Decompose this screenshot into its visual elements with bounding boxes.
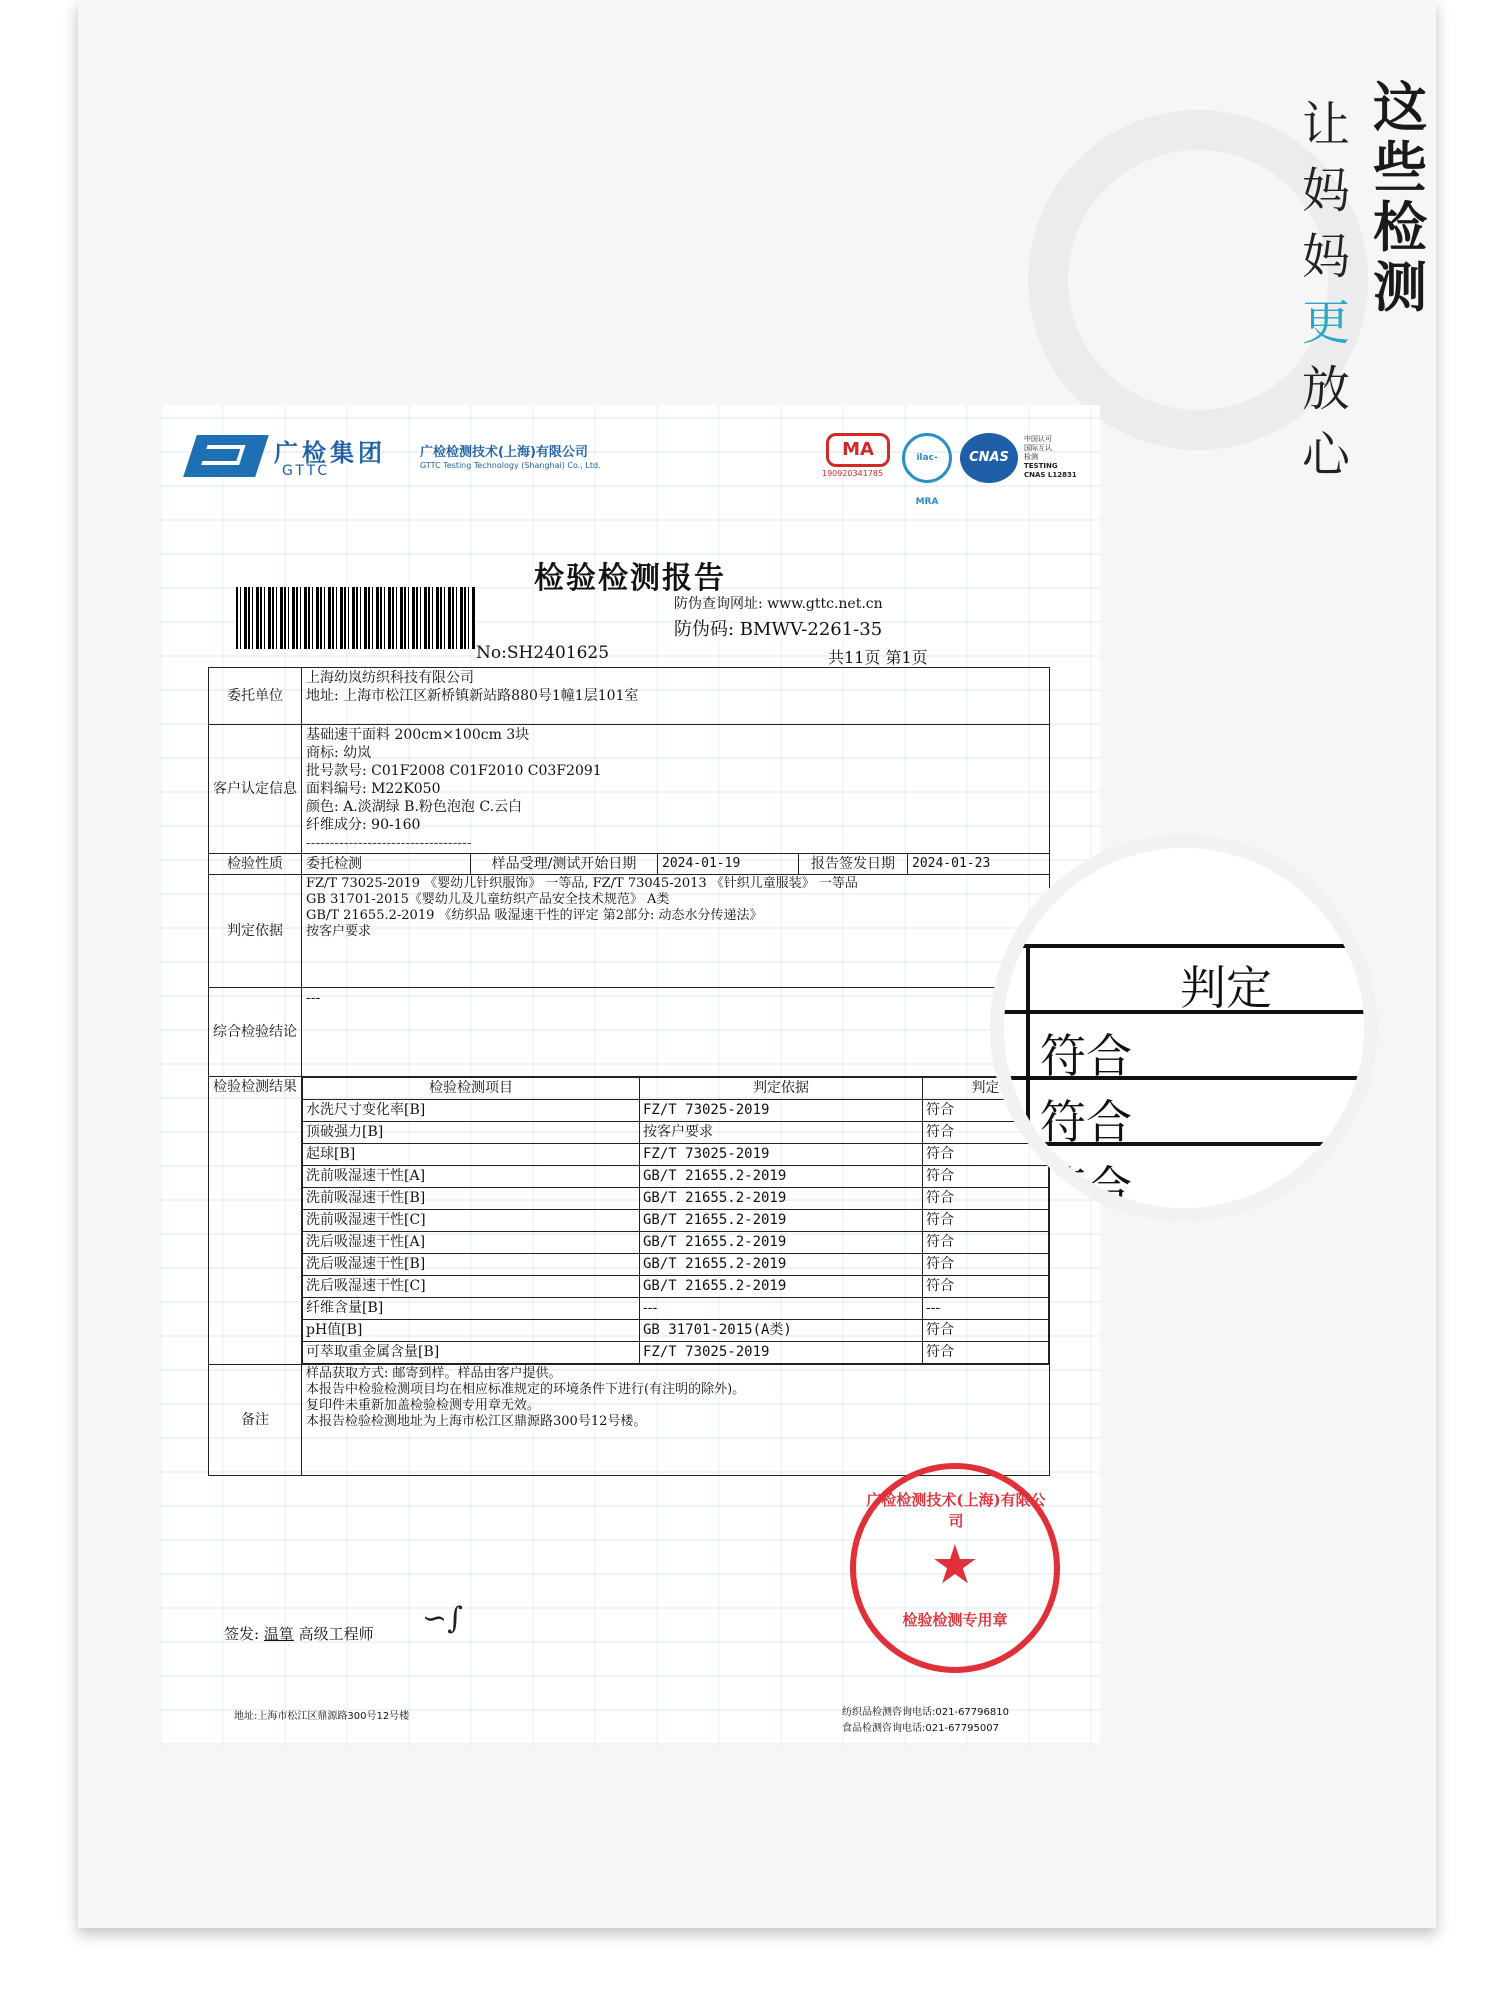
signer-title: 高级工程师 bbox=[298, 1625, 374, 1643]
result-item: 顶破强力[B] bbox=[303, 1122, 640, 1144]
basis-line: GB/T 21655.2-2019 《纺织品 吸湿速干性的评定 第2部分: 动态水分传递法》 bbox=[306, 908, 763, 923]
result-verdict: 符合 bbox=[923, 1254, 1049, 1276]
report-table bbox=[208, 667, 1050, 1476]
page-info: 共11页 第1页 bbox=[828, 648, 928, 667]
table-row bbox=[303, 1122, 1049, 1144]
remark-line: 复印件未重新加盖检验检测专用章无效。 bbox=[306, 1398, 541, 1413]
cnas-line: 中国认可 bbox=[1024, 435, 1052, 443]
mag-verdict: 符合 bbox=[1040, 1095, 1132, 1149]
client-name: 上海幼岚纺织科技有限公司 bbox=[306, 670, 474, 686]
table-row bbox=[303, 1276, 1049, 1298]
mag-header: 判定 bbox=[1180, 961, 1272, 1015]
result-basis: GB/T 21655.2-2019 bbox=[640, 1166, 923, 1188]
basis-line: 按客户要求 bbox=[306, 924, 372, 939]
result-item: 洗后吸湿速干性[B] bbox=[303, 1254, 640, 1276]
receive-label: 样品受理/测试开始日期 bbox=[471, 854, 658, 875]
company-name-cn: 广检检测技术(上海)有限公司 bbox=[420, 445, 588, 460]
result-verdict: 符合 bbox=[923, 1320, 1049, 1342]
official-seal-icon bbox=[850, 1463, 1060, 1673]
result-verdict: 符合 bbox=[923, 1232, 1049, 1254]
report-title: 检验检测报告 bbox=[534, 561, 726, 596]
cnas-cert-text bbox=[1024, 435, 1084, 480]
company-name-en: GTTC Testing Technology (Shanghai) Co., Ltd. bbox=[420, 461, 601, 470]
basis-label: 判定依据 bbox=[209, 875, 302, 988]
result-basis: GB/T 21655.2-2019 bbox=[640, 1188, 923, 1210]
issue-label: 报告签发日期 bbox=[799, 854, 908, 875]
footer-phone: 食品检测咨询电话:021-67795007 bbox=[842, 1723, 999, 1734]
result-verdict: 符合 bbox=[923, 1276, 1049, 1298]
conclusion-label: 综合检验结论 bbox=[209, 988, 302, 1077]
slogan-char: 测 bbox=[1373, 256, 1427, 319]
client-address: 地址: 上海市松江区新桥镇新站路880号1幢1层101室 bbox=[306, 688, 639, 704]
slogan-char: 让 bbox=[1301, 97, 1350, 153]
slogan-char: 这 bbox=[1373, 76, 1427, 139]
slogan-char: 妈 bbox=[1301, 163, 1350, 219]
result-item: 可萃取重金属含量[B] bbox=[303, 1342, 640, 1364]
result-item: 洗后吸湿速干性[A] bbox=[303, 1232, 640, 1254]
result-verdict: 符合 bbox=[923, 1122, 1049, 1144]
table-row bbox=[303, 1320, 1049, 1342]
results-label: 检验检测结果 bbox=[209, 1077, 302, 1365]
result-basis: GB/T 21655.2-2019 bbox=[640, 1276, 923, 1298]
table-row bbox=[303, 1100, 1049, 1122]
result-item: pH值[B] bbox=[303, 1320, 640, 1342]
sample-line: 批号款号: C01F2008 C01F2010 C03F2091 bbox=[306, 763, 602, 779]
cnas-line: 检测 bbox=[1024, 453, 1038, 461]
result-verdict: --- bbox=[923, 1298, 1049, 1320]
gttc-logo-icon bbox=[183, 435, 269, 477]
result-item: 起球[B] bbox=[303, 1144, 640, 1166]
slogan-char: 心 bbox=[1301, 427, 1350, 483]
footer-phone: 纺织品检测咨询电话:021-67796810 bbox=[842, 1707, 1009, 1718]
result-basis: GB/T 21655.2-2019 bbox=[640, 1210, 923, 1232]
result-basis: GB/T 21655.2-2019 bbox=[640, 1254, 923, 1276]
remarks-label: 备注 bbox=[209, 1365, 302, 1476]
slogan-char: 放 bbox=[1301, 361, 1350, 417]
result-item: 洗前吸湿速干性[B] bbox=[303, 1188, 640, 1210]
logo-cn: 广检集团 bbox=[274, 439, 386, 467]
sample-line: 基础速干面料 200cm×100cm 3块 bbox=[306, 727, 530, 743]
slogan-small bbox=[1296, 92, 1356, 488]
cma-cert-number: 190920341785 bbox=[822, 469, 884, 478]
magnifier-zoom bbox=[1004, 848, 1364, 1208]
mag-rule bbox=[1026, 944, 1030, 1208]
slogan-char: 更 bbox=[1301, 295, 1350, 351]
basis-line: GB 31701-2015《婴幼儿及儿童纺织产品安全技术规范》 A类 bbox=[306, 892, 670, 907]
basis-line: FZ/T 73025-2019 《婴幼儿针织服饰》 一等品, FZ/T 73045-2013 《针织儿童服装》 一等品 bbox=[306, 876, 858, 891]
result-item: 水洗尺寸变化率[B] bbox=[303, 1100, 640, 1122]
logo-en: GTTC bbox=[282, 463, 331, 479]
footer-address: 地址:上海市松江区鼎源路300号12号楼 bbox=[234, 1711, 410, 1722]
seal-bottom-text: 检验检测专用章 bbox=[902, 1611, 1008, 1629]
mag-verdict: 符合 bbox=[1040, 1029, 1132, 1083]
remark-line: 样品获取方式: 邮寄到样。样品由客户提供。 bbox=[306, 1366, 562, 1381]
cnas-icon: CNAS bbox=[960, 433, 1018, 483]
result-verdict: 符合 bbox=[923, 1100, 1049, 1122]
result-verdict: 符合 bbox=[923, 1166, 1049, 1188]
table-row bbox=[303, 1144, 1049, 1166]
test-report-document bbox=[160, 405, 1100, 1745]
sample-label: 客户认定信息 bbox=[209, 725, 302, 854]
result-basis: GB/T 21655.2-2019 bbox=[640, 1232, 923, 1254]
result-basis: FZ/T 73025-2019 bbox=[640, 1342, 923, 1364]
result-basis: 按客户要求 bbox=[640, 1122, 923, 1144]
result-basis: GB 31701-2015(A类) bbox=[640, 1320, 923, 1342]
sample-line: ----------------------------------- bbox=[306, 835, 472, 851]
result-basis: FZ/T 73025-2019 bbox=[640, 1100, 923, 1122]
results-header-verdict: 判定 bbox=[923, 1078, 1049, 1100]
result-item: 纤维含量[B] bbox=[303, 1298, 640, 1320]
results-header-item: 检验检测项目 bbox=[303, 1078, 640, 1100]
table-row bbox=[303, 1298, 1049, 1320]
result-basis: FZ/T 73025-2019 bbox=[640, 1144, 923, 1166]
nature-label: 检验性质 bbox=[209, 854, 302, 875]
mag-rule bbox=[1004, 944, 1364, 948]
table-row bbox=[303, 1232, 1049, 1254]
cnas-line: TESTING bbox=[1024, 462, 1058, 470]
table-row bbox=[303, 1254, 1049, 1276]
issue-date: 2024-01-23 bbox=[908, 854, 1050, 875]
result-basis: --- bbox=[640, 1298, 923, 1320]
cnas-line: 国际互认 bbox=[1024, 444, 1052, 452]
slogan-char: 妈 bbox=[1301, 229, 1350, 285]
anti-fake-code: 防伪码: BMWV-2261-35 bbox=[674, 619, 883, 640]
signer-name: 温篁 bbox=[263, 1625, 294, 1643]
result-verdict: 符合 bbox=[923, 1188, 1049, 1210]
cnas-line: CNAS L12831 bbox=[1024, 471, 1077, 479]
remark-line: 本报告检验检测地址为上海市松江区鼎源路300号12号楼。 bbox=[306, 1414, 647, 1429]
table-row bbox=[303, 1188, 1049, 1210]
result-item: 洗后吸湿速干性[C] bbox=[303, 1276, 640, 1298]
slogan-char: 检 bbox=[1373, 196, 1427, 259]
slogan-char: 些 bbox=[1373, 136, 1427, 199]
cma-cert-icon: MA bbox=[826, 433, 890, 467]
results-header-basis: 判定依据 bbox=[640, 1078, 923, 1100]
sample-line: 商标: 幼岚 bbox=[306, 745, 372, 761]
result-verdict: 符合 bbox=[923, 1144, 1049, 1166]
barcode-icon bbox=[236, 587, 476, 649]
sample-line: 面料编号: M22K050 bbox=[306, 781, 441, 797]
anti-fake-url: 防伪查询网址: www.gttc.net.cn bbox=[674, 596, 883, 612]
result-item: 洗前吸湿速干性[C] bbox=[303, 1210, 640, 1232]
seal-star-icon: ★ bbox=[930, 1533, 980, 1596]
table-row bbox=[303, 1166, 1049, 1188]
result-verdict: 符合 bbox=[923, 1342, 1049, 1364]
signer-label: 签发: bbox=[224, 1625, 260, 1643]
footer-phones bbox=[842, 1705, 1009, 1737]
table-row bbox=[303, 1210, 1049, 1232]
result-item: 洗前吸湿速干性[A] bbox=[303, 1166, 640, 1188]
result-verdict: 符合 bbox=[923, 1210, 1049, 1232]
handwritten-signature-icon: ∽∫ bbox=[422, 1601, 463, 1636]
receive-date: 2024-01-19 bbox=[658, 854, 799, 875]
ilac-mra-icon: ilac-MRA bbox=[902, 433, 952, 483]
report-number: No:SH2401625 bbox=[476, 643, 610, 663]
sample-line: 纤维成分: 90-160 bbox=[306, 817, 421, 833]
conclusion-value: --- bbox=[302, 988, 1050, 1077]
seal-arc-text: 广检检测技术(上海)有限公司 bbox=[866, 1491, 1046, 1530]
mag-verdict: 符合 bbox=[1040, 1161, 1132, 1208]
sample-line: 颜色: A.淡湖绿 B.粉色泡泡 C.云白 bbox=[306, 799, 523, 815]
table-row bbox=[303, 1342, 1049, 1364]
client-label: 委托单位 bbox=[209, 668, 302, 725]
slogan-big bbox=[1368, 78, 1432, 318]
remark-line: 本报告中检验检测项目均在相应标准规定的环境条件下进行(有注明的除外)。 bbox=[306, 1382, 746, 1397]
signer bbox=[224, 1623, 374, 1644]
results-table bbox=[302, 1077, 1049, 1364]
nature-value: 委托检测 bbox=[302, 854, 471, 875]
